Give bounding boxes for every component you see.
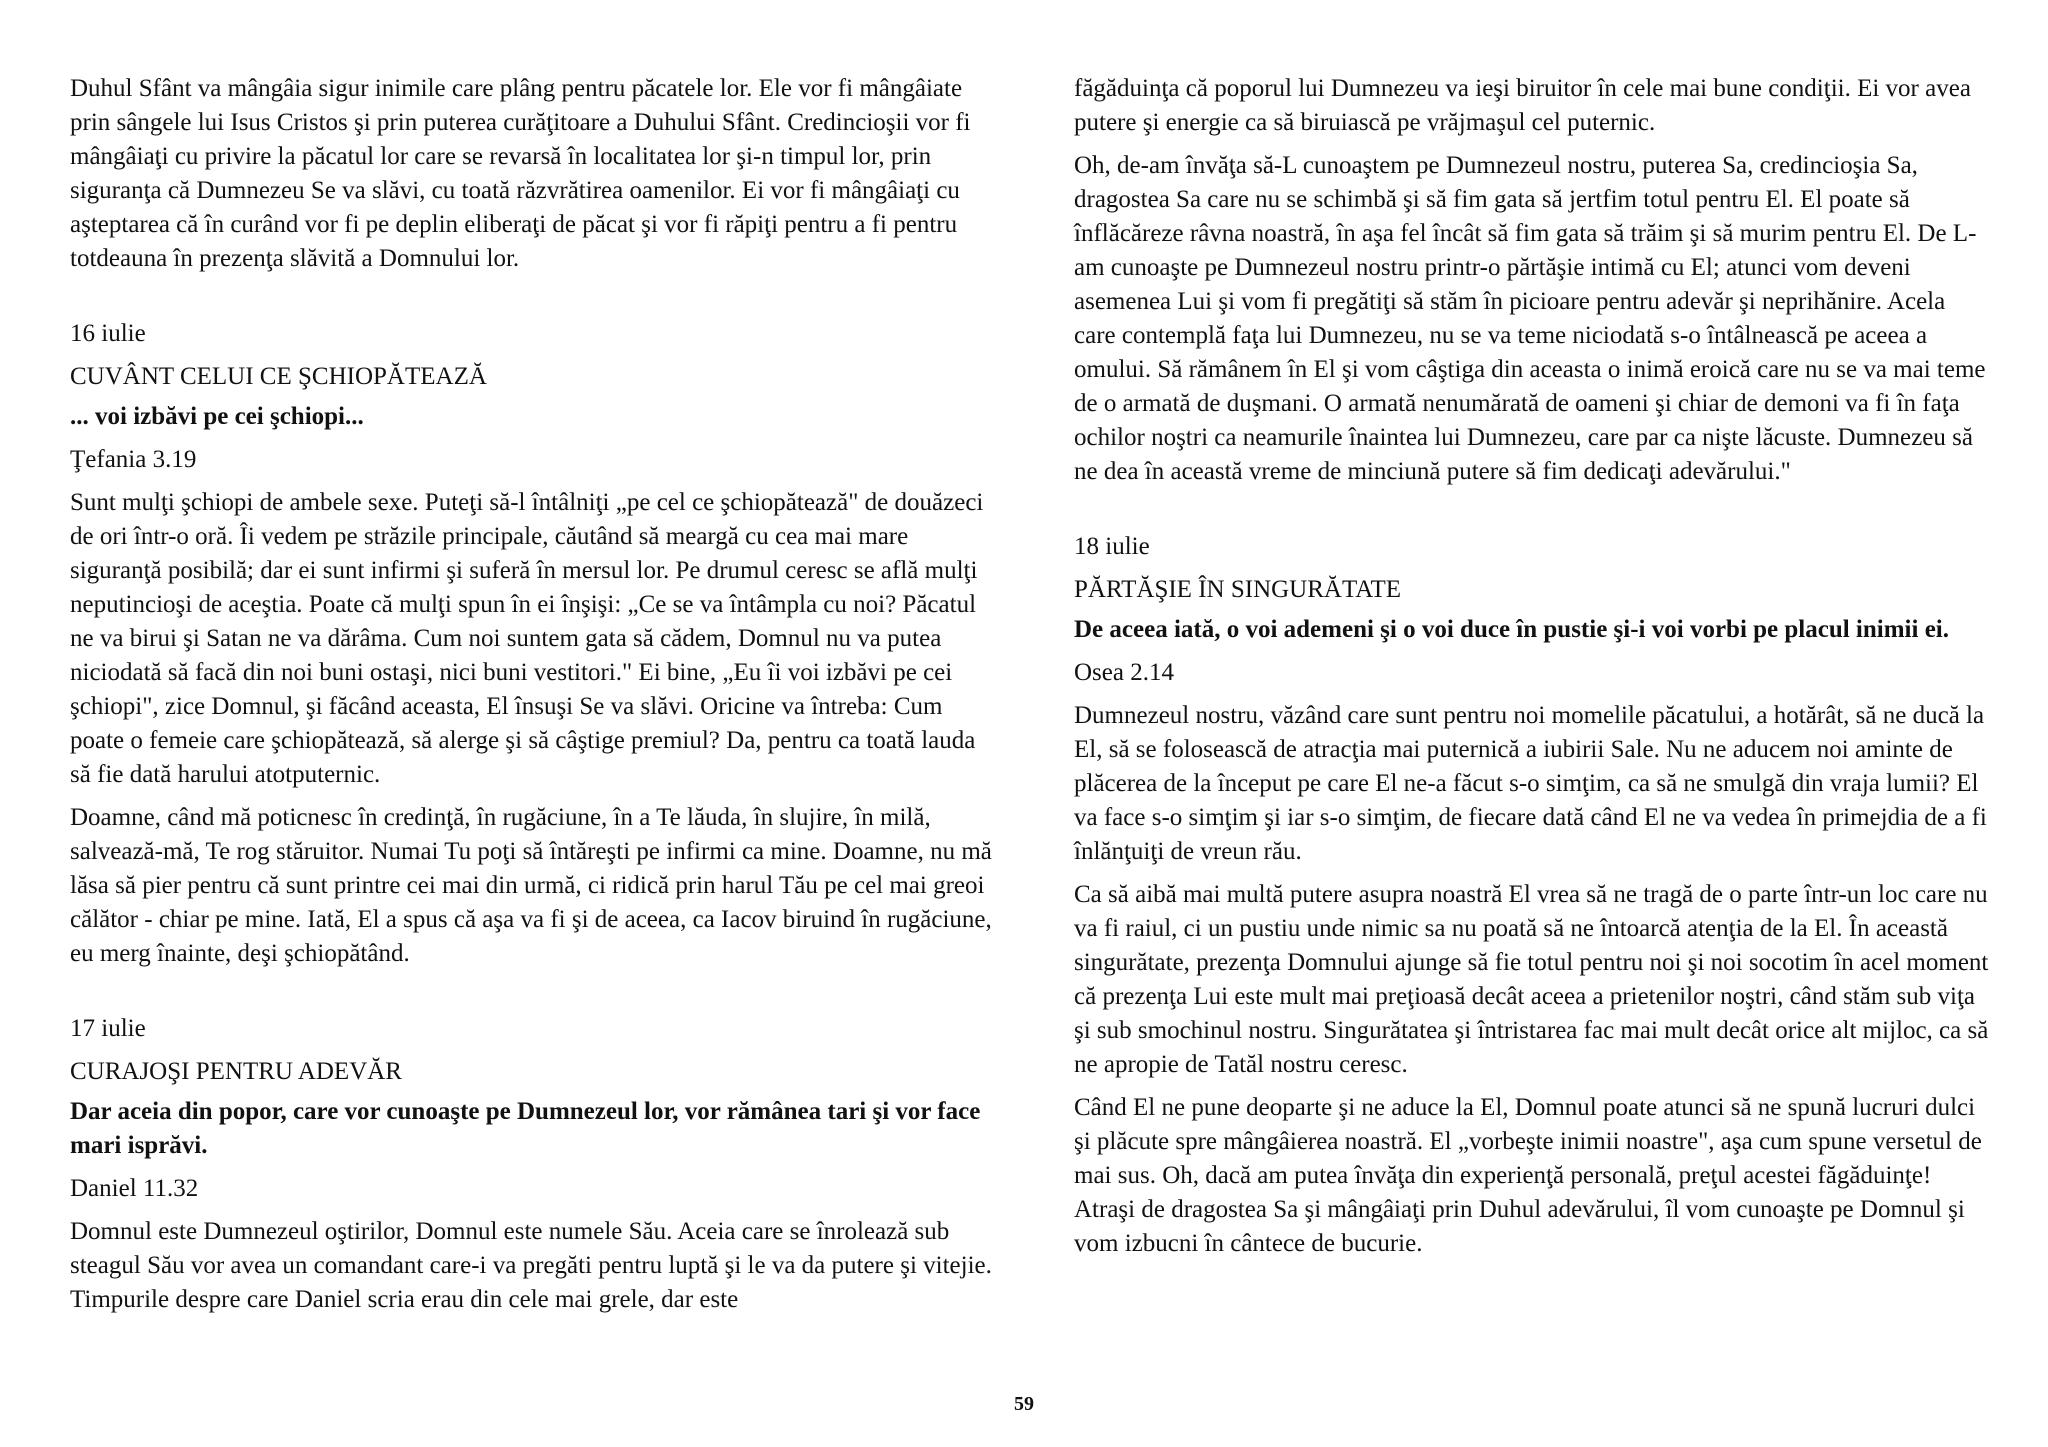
page-number: 59 <box>1014 1393 1034 1415</box>
entry-reference-16: Ţefania 3.19 <box>70 446 197 473</box>
entry-date-16: 16 iulie <box>70 320 146 347</box>
intro-paragraph: Duhul Sfânt va mângâia sigur inimile care plâng pentru păcatele lor. Ele vor fi mângâiate prin sângele lui Isus Cristos şi prin puterea curăţitoare a Duhului Sfânt. Credincioşii vor fi mângâiaţi cu privire la păcatul lor care se revarsă în localitatea lor şi-n timpul lor, prin siguranţa că Dumnezeu Se va slăvi, cu toată răzvrătirea oamenilor. Ei vor fi mângâiaţi cu aşteptarea că în curând vor fi pe deplin eliberaţi de păcat şi vor fi răpiţi pentru a fi pentru totdeauna în prezenţa slăvită a Domnului lor. <box>70 75 971 272</box>
entry-paragraph-18-1: Dumnezeul nostru, văzând care sunt pentru noi momelile păcatului, a hotărât, să ne ducă la El, să se folosească de atracţia mai puternică a iubirii Sale. Nu ne aducem noi aminte de plăcerea de la început pe care El ne-a făcut s-o simţim, ca să ne smulgă din vraja lumii? El va face s-o simţim şi iar s-o simţim, de fiecare dată când El ne va vedea în primejdia de a fi înlănţuiţi de vreun rău. <box>1074 702 1987 865</box>
entry-reference-18: Osea 2.14 <box>1074 659 1174 686</box>
entry-reference-17: Daniel 11.32 <box>70 1175 199 1202</box>
entry-verse-18: De aceea iată, o voi ademeni şi o voi duce în pustie şi-i voi vorbi pe placul inimii ei. <box>1074 616 1949 643</box>
entry-title-18: PĂRTĂŞIE ÎN SINGURĂTATE <box>1074 576 1402 603</box>
entry-verse-17: Dar aceia din popor, care vor cunoaşte pe Dumnezeul lor, vor rămânea tari şi vor face mari isprăvi. <box>70 1098 981 1159</box>
right-column <box>1074 72 1989 1270</box>
entry-title-17: CURAJOŞI PENTRU ADEVĂR <box>70 1058 402 1085</box>
entry-date-18: 18 iulie <box>1074 533 1150 560</box>
continuation-paragraph-1: făgăduinţa că poporul lui Dumnezeu va ieşi biruitor în cele mai bune condiţii. Ei vor avea putere şi energie ca să biruiască pe vrăjmaşul cel puternic. <box>1074 75 1971 136</box>
entry-paragraph-16-2: Doamne, când mă poticnesc în credinţă, în rugăciune, în a Te lăuda, în slujire, în milă, salvează-mă, Te rog stăruitor. Numai Tu poţi să întăreşti pe infirmi ca mine. Doamne, nu mă lăsa să pier pentru că sunt printre cei mai din urmă, ci ridică prin harul Tău pe cel mai greoi călător - chiar pe mine. Iată, El a spus că aşa va fi şi de aceea, ca Iacov biruind în rugăciune, eu merg înainte, deşi şchiopătând. <box>70 804 992 967</box>
continuation-paragraph-2: Oh, de-am învăţa să-L cunoaştem pe Dumnezeul nostru, puterea Sa, credincioşia Sa, dragostea Sa care nu se schimbă şi să fim gata să jertfim totul pentru El. El poate să înflăcăreze râvna noastră, în aşa fel încât să fim gata să trăim şi să murim pentru El. De L-am cunoaşte pe Dumnezeul nostru printr-o părtăşie intimă cu El; atunci vom deveni asemenea Lui şi vom fi pregătiţi să stăm în picioare pentru adevăr şi neprihănire. Acela care contemplă faţa lui Dumnezeu, nu se va teme niciodată s-o întâlnească pe aceea a omului. Să rămânem în El şi vom câştiga din aceasta o inimă eroică care nu se va mai teme de o armată de duşmani. O armată nenumărată de oameni şi chiar de demoni va fi în faţa ochilor noştri ca neamurile înaintea lui Dumnezeu, care par ca nişte lăcuste. Dumnezeu să ne dea în această vreme de minciună putere să fim dedicaţi adevărului." <box>1074 152 1986 485</box>
entry-paragraph-16-1: Sunt mulţi şchiopi de ambele sexe. Puteţi să-l întâlniţi „pe cel ce şchiopătează" de douăzeci de ori într-o oră. Îi vedem pe străzile principale, căutând să meargă cu cea mai mare siguranţă posibilă; dar ei sunt infirmi şi suferă în mersul lor. Pe drumul ceresc se află mulţi neputincioşi de aceştia. Poate că mulţi spun în ei înşişi: „Ce se va întâmpla cu noi? Păcatul ne va birui şi Satan ne va dărâma. Cum noi suntem gata să cădem, Domnul nu va putea niciodată să facă din noi buni ostaşi, nici buni vestitori." Ei bine, „Eu îi voi izbăvi pe cei şchiopi", zice Domnul, şi făcând aceasta, El însuşi Se va slăvi. Oricine va întreba: Cum poate o femeie care şchiopătează, să alerge şi să câştige premiul? Da, pentru ca toată lauda să fie dată harului atotputernic. <box>70 489 984 788</box>
entry-paragraph-18-2: Ca să aibă mai multă putere asupra noastră El vrea să ne tragă de o parte într-un loc care nu va fi raiul, ci un pustiu unde nimic sa nu poată să ne întoarcă atenţia de la El. În această singurătate, prezenţa Domnului ajunge să fie totul pentru noi şi noi socotim în acel moment că prezenţa Lui este mult mai preţioasă decât aceea a prietenilor noştri, când stăm sub viţa şi sub smochinul nostru. Singurătatea şi întristarea fac mai mult decât orice alt mijloc, ca să ne apropie de Tatăl nostru ceresc. <box>1074 881 1989 1078</box>
left-column <box>70 72 995 1326</box>
entry-paragraph-18-3: Când El ne pune deoparte şi ne aduce la El, Domnul poate atunci să ne spună lucruri dulci şi plăcute spre mângâierea noastră. El „vorbeşte inimii noastre", aşa cum spune versetul de mai sus. Oh, dacă am putea învăţa din experienţă personală, preţul acestei făgăduinţe! Atraşi de dragostea Sa şi mângâiaţi prin Duhul adevărului, îl vom cunoaşte pe Domnul şi vom izbucni în cântece de bucurie. <box>1074 1094 1982 1257</box>
entry-date-17: 17 iulie <box>70 1015 146 1042</box>
entry-verse-16: ... voi izbăvi pe cei şchiopi... <box>70 403 364 430</box>
entry-paragraph-17-1: Domnul este Dumnezeul oştirilor, Domnul este numele Său. Aceia care se înrolează sub steagul Său vor avea un comandant care-i va pregăti pentru luptă şi le va da putere şi vitejie. Timpurile despre care Daniel scria erau din cele mai grele, dar este <box>70 1218 992 1313</box>
entry-title-16: CUVÂNT CELUI CE ŞCHIOPĂTEAZĂ <box>70 363 487 390</box>
